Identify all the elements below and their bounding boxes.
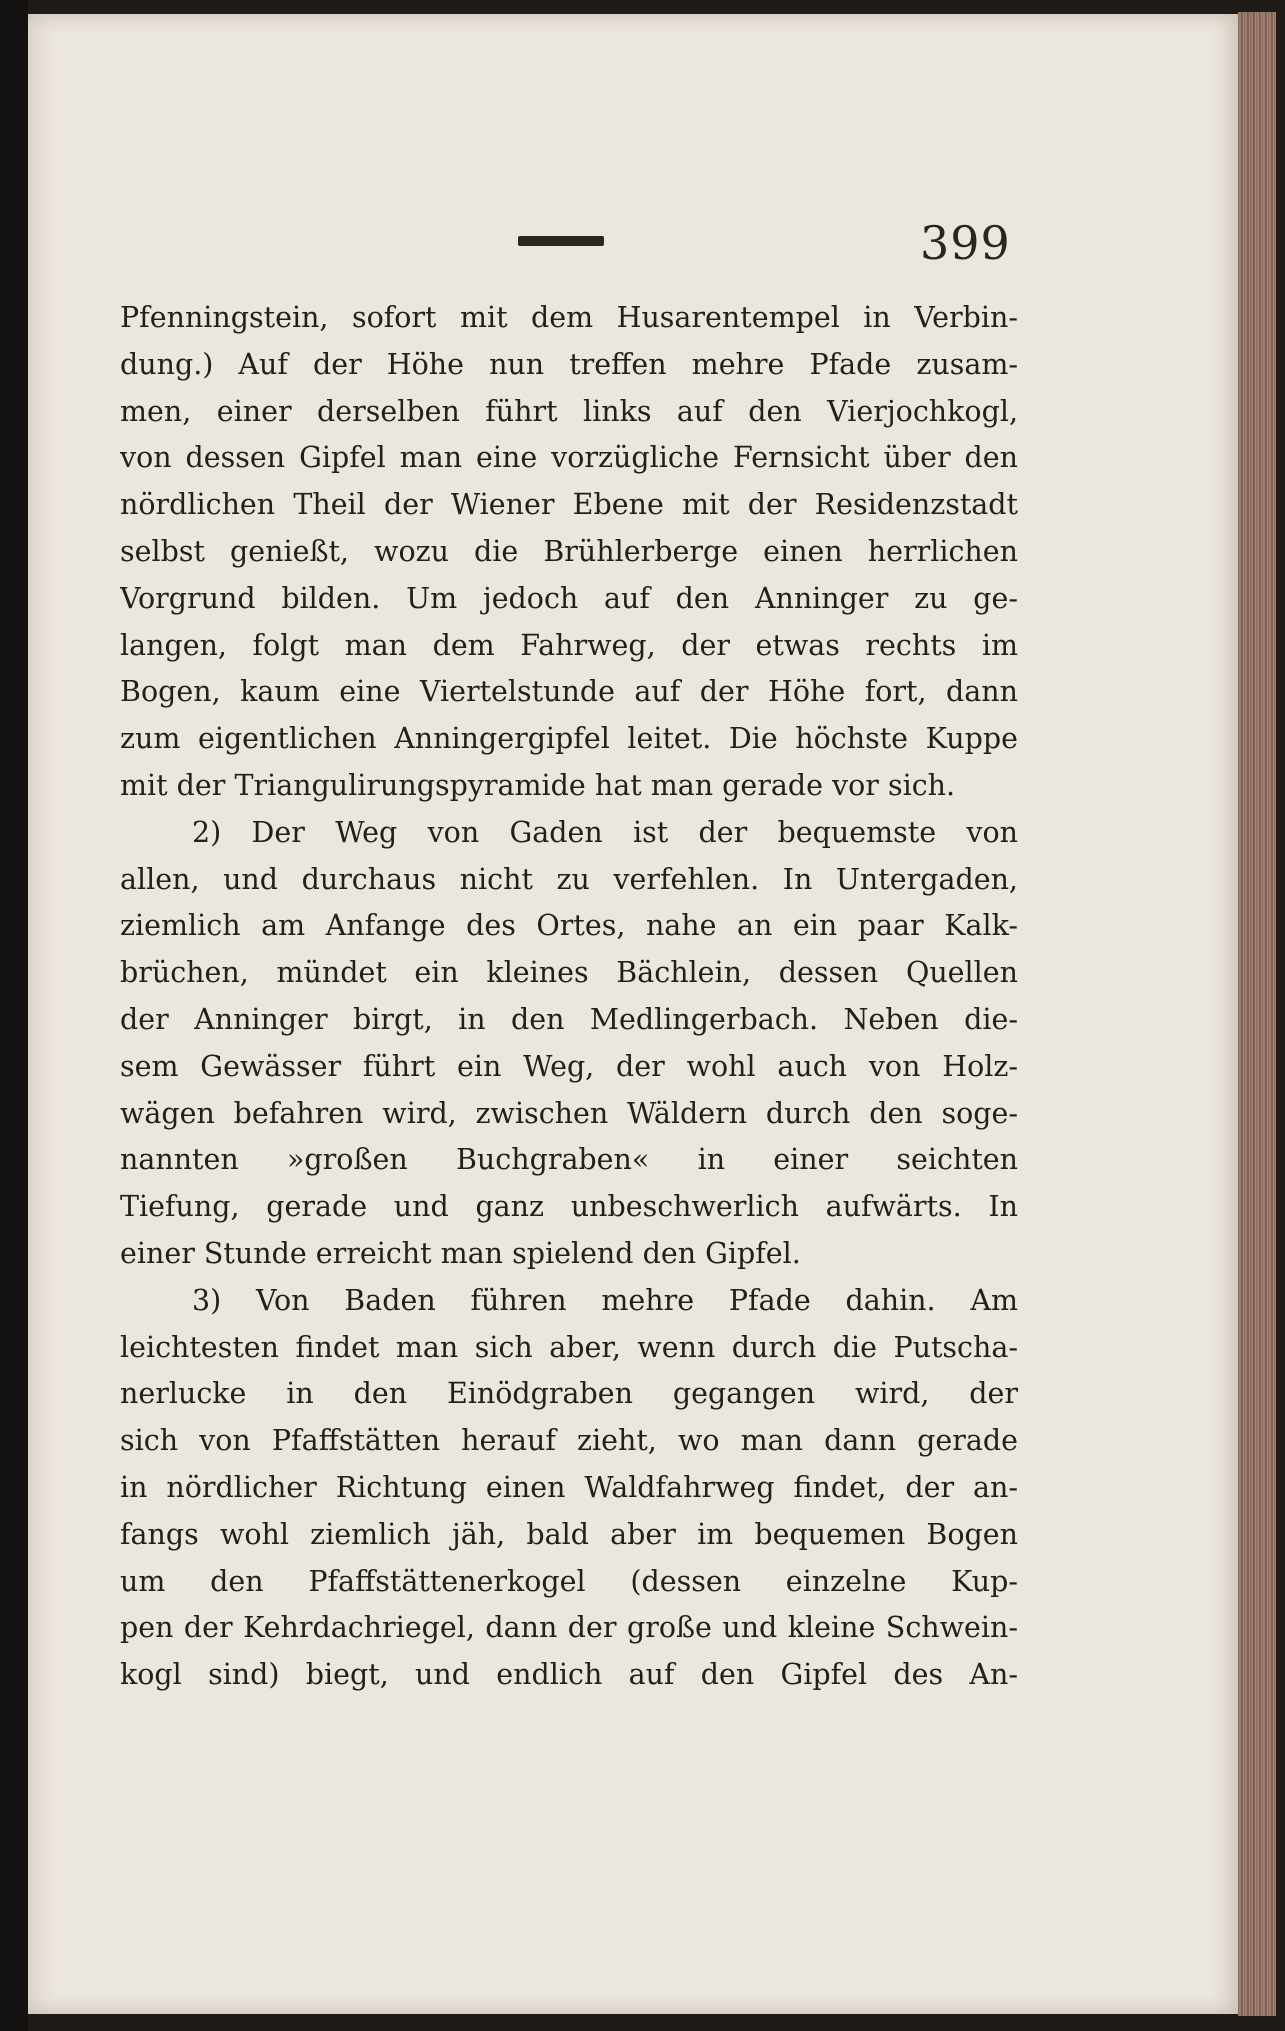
text-line: ziemlich am Anfange des Ortes, nahe an ein paar Kalk- bbox=[120, 909, 1018, 943]
text-line: 2) Der Weg von Gaden ist der bequemste von bbox=[192, 815, 1018, 849]
book-spine-shadow bbox=[0, 0, 28, 2031]
text-line: allen, und durchaus nicht zu verfehlen. In Untergaden, bbox=[120, 862, 1018, 896]
text-line: mit der Triangulirungspyramide hat man gerade vor sich. bbox=[120, 768, 956, 802]
page-number: 399 bbox=[920, 216, 1011, 270]
text-line: in nördlicher Richtung einen Waldfahrweg findet, der an- bbox=[120, 1470, 1018, 1504]
text-line: sich von Pfaffstätten herauf zieht, wo man dann gerade bbox=[120, 1424, 1018, 1458]
text-line: Tiefung, gerade und ganz unbeschwerlich aufwärts. In bbox=[120, 1190, 1018, 1224]
text-line: einer Stunde erreicht man spielend den Gipfel. bbox=[120, 1236, 801, 1270]
text-line: kogl sind) biegt, und endlich auf den Gipfel des An- bbox=[120, 1658, 1018, 1692]
text-line: Vorgrund bilden. Um jedoch auf den Anninger zu ge- bbox=[120, 581, 1018, 615]
text-line: Pfenningstein, sofort mit dem Husarentempel in Verbin- bbox=[120, 301, 1018, 334]
text-line: zum eigentlichen Anningergipfel leitet. Die höchste Kuppe bbox=[120, 722, 1018, 756]
text-line: pen der Kehrdachriegel, dann der große und kleine Schwein- bbox=[120, 1611, 1018, 1645]
text-line: leichtesten findet man sich aber, wenn durch die Putscha- bbox=[120, 1330, 1018, 1364]
text-line: von dessen Gipfel man eine vorzügliche Fernsicht über den bbox=[120, 441, 1018, 475]
text-line: nördlichen Theil der Wiener Ebene mit der Residenzstadt bbox=[120, 488, 1018, 522]
text-line: men, einer derselben führt links auf den Vierjochkogl, bbox=[120, 394, 1018, 428]
text-line: langen, folgt man dem Fahrweg, der etwas rechts im bbox=[120, 628, 1018, 662]
header-ornament-rule bbox=[518, 236, 604, 246]
text-line: der Anninger birgt, in den Medlingerbach. Neben die- bbox=[120, 1002, 1018, 1036]
text-line: dung.) Auf der Höhe nun treffen mehre Pfade zusam- bbox=[120, 347, 1018, 381]
body-text bbox=[120, 295, 1018, 1699]
text-line: Bogen, kaum eine Viertelstunde auf der Höhe fort, dann bbox=[120, 675, 1018, 709]
text-line: selbst genießt, wozu die Brühlerberge einen herrlichen bbox=[120, 534, 1018, 568]
text-line: brüchen, mündet ein kleines Bächlein, dessen Quellen bbox=[120, 956, 1018, 990]
text-line: nannten »großen Buchgraben« in einer seichten bbox=[120, 1143, 1018, 1177]
page-stack-edge bbox=[1238, 12, 1276, 2016]
text-line: sem Gewässer führt ein Weg, der wohl auch von Holz- bbox=[120, 1049, 1018, 1083]
text-line: nerlucke in den Einödgraben gegangen wird, der bbox=[120, 1377, 1018, 1411]
text-line: wägen befahren wird, zwischen Wäldern durch den soge- bbox=[120, 1096, 1018, 1130]
text-line: 3) Von Baden führen mehre Pfade dahin. Am bbox=[192, 1283, 1018, 1317]
text-line: um den Pfaffstättenerkogel (dessen einzelne Kup- bbox=[120, 1564, 1018, 1598]
text-line: fangs wohl ziemlich jäh, bald aber im bequemen Bogen bbox=[120, 1517, 1018, 1551]
